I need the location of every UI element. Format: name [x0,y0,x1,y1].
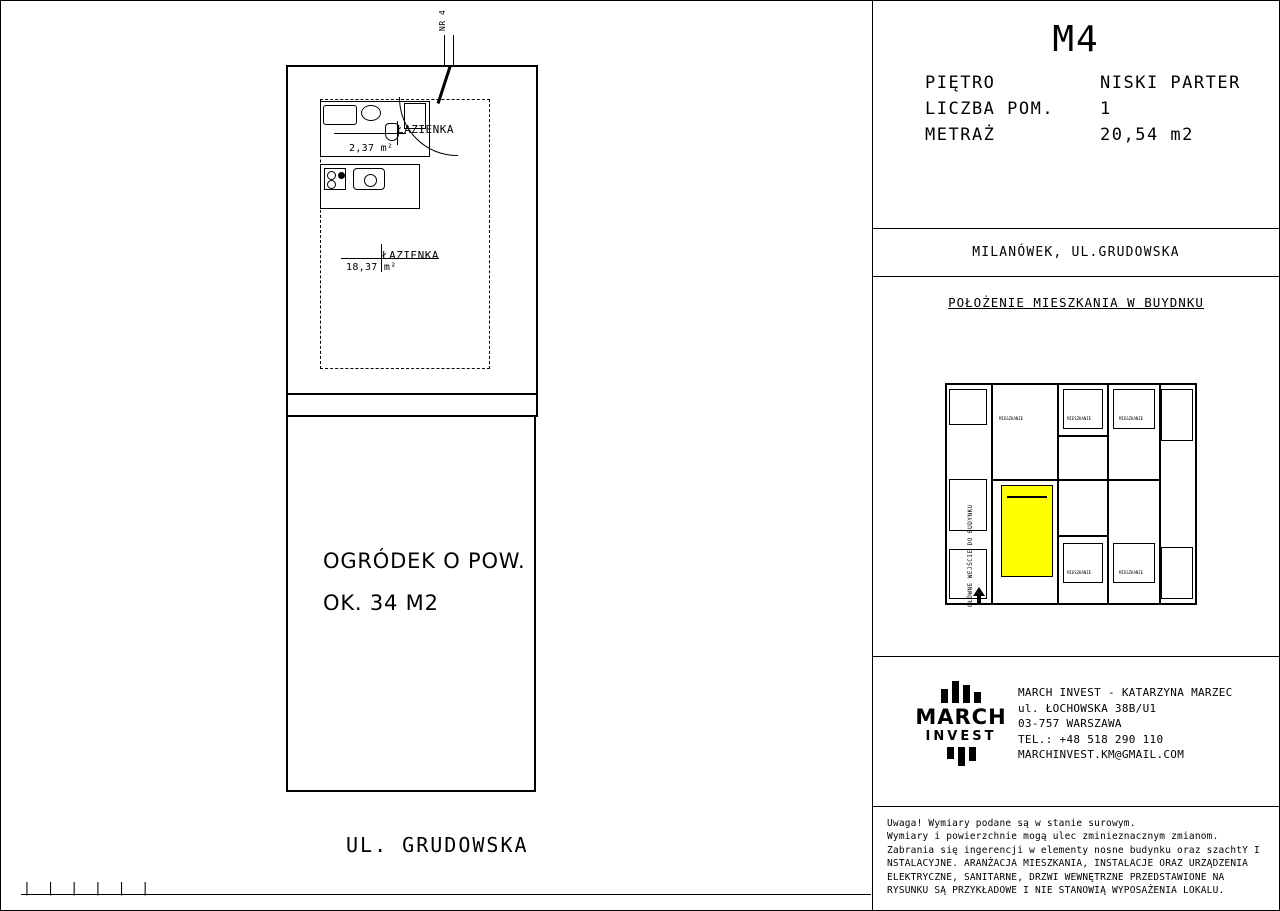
logo-bars-bottom-icon [901,747,1021,767]
room-block-mid-top [1063,389,1103,429]
row-area [873,122,1279,148]
building-wall-v3 [1107,383,1109,605]
staircase-right-bottom [1161,547,1193,599]
location-title: POŁOŻENIE MIESZKANIA W BUYDNKU [948,295,1204,310]
company-contact-info [1018,685,1233,763]
company-phone: TEL.: +48 518 290 110 [1018,732,1164,746]
disclaimer-section [873,807,1279,910]
row-floor [873,70,1279,96]
door-number-label: NR 4 [438,9,447,31]
building-wall-right [1195,383,1197,605]
company-section [873,657,1279,807]
room-block-right-bottom [1113,543,1155,583]
room-label-main: ŁAZIENKA [382,249,439,262]
row-rooms [873,96,1279,122]
row-rooms-value: 1 [1100,99,1112,119]
kitchen-sink-icon [353,168,385,190]
company-street: ul. ŁOCHOWSKA 38B/U1 [1018,701,1157,715]
disclaimer-line-2: Wymiary i powierzchnie mogą ulec zminieznacznym zmianom. [887,831,1219,843]
highlighted-apartment [1001,485,1053,577]
bathtub-icon [323,105,357,125]
staircase-right-top [1161,389,1193,441]
mini-label-1: MIESZKANIE [999,416,1024,421]
stove-icon [324,168,346,190]
mini-label-5: MIESZKANIE [1119,570,1144,575]
location-section [873,277,1279,657]
entrance-arrow-stem [977,595,981,603]
address-text: MILANÓWEK, UL.GRUDOWSKA [972,245,1180,260]
unit-summary-section [873,1,1279,229]
row-rooms-key: LICZBA POM. [925,99,1055,119]
company-name: MARCH INVEST - KATARZYNA MARZEC [1018,686,1233,699]
building-key-plan [945,375,1210,610]
logo-bars-top-icon [901,681,1021,703]
terrace-step [286,393,538,417]
company-city: 03-757 WARSZAWA [1018,717,1122,731]
room-block-left-top [949,389,987,425]
dimension-line-bathroom [334,133,406,134]
company-email: MARCHINVEST.KM@GMAIL.COM [1018,748,1185,762]
logo-word-invest: INVEST [925,729,997,744]
street-label: UL. GRUDOWSKA [346,833,529,857]
disclaimer-line-3: Zabrania się ingerencji w elementy nosne budynku oraz szachtY I [887,844,1260,856]
row-floor-value: NISKI PARTER [1100,73,1241,93]
logo-word-march: MARCH [915,705,1007,729]
disclaimer-line-5: ELEKTRYCZNE, SANITARNE, DRZWI WEWNĘTRZNE PRZEDSTAWIONE NA [887,871,1225,883]
building-wall-h2 [1059,435,1107,437]
garden-label-line2: OK. 34 M2 [323,591,439,615]
door-frame-right [453,35,454,65]
room-area-bathroom-small: 2,37 m² [349,143,394,154]
mini-label-3: MIESZKANIE [1119,416,1144,421]
entrance-note: GŁÓWNE WEJŚCIE DO BUDYNKU [967,504,974,607]
apartment-right-notch [488,65,538,395]
garden-label-line1: OGRÓDEK O POW. [323,549,526,573]
washbasin-icon [361,105,381,121]
apartment-drawing-area [1,1,873,910]
door-frame-left [444,35,445,65]
unit-code: M4 [1052,19,1100,60]
building-wall-v1 [991,383,993,605]
disclaimer-line-4: NSTALACYJNE. ARANŻACJA MIESZKANIA, INSTALACJE ORAZ URZĄDZENIA [887,858,1249,870]
building-wall-h3 [1059,535,1107,537]
room-block-mid-bottom [1063,543,1103,583]
room-label-bathroom-small: ŁAZIENKA [397,123,454,136]
room-block-right-top [1113,389,1155,429]
mini-label-4: MIESZKANIE [1067,570,1092,575]
building-wall-v2 [1057,383,1059,605]
company-logo [901,681,1021,767]
street-ticks: | | | | | | [23,881,154,896]
building-wall-h1 [991,479,1159,481]
row-floor-key: PIĘTRO [925,73,996,93]
row-area-key: METRAŻ [925,125,996,145]
disclaimer-line-1: Uwaga! Wymiary podane są w stanie surowym. [887,818,1136,829]
disclaimer-line-6: RYSUNKU SĄ PRZYKŁADOWE I NIE STANOWIĄ WYPOSAŻENIA LOKALU. [887,885,1225,897]
mini-label-2: MIESZKANIE [1067,416,1092,421]
room-area-main: 18,37 m² [346,262,397,273]
address-section [873,229,1279,277]
title-block [873,1,1279,910]
building-wall-left [945,383,947,605]
row-area-value: 20,54 m2 [1100,125,1194,145]
